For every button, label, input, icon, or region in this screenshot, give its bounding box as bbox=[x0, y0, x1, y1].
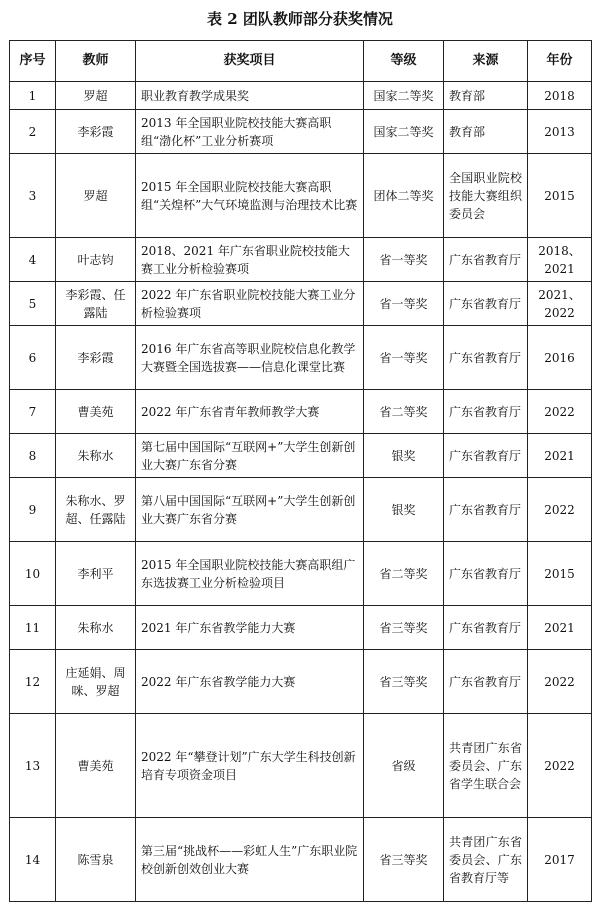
header-year: 年份 bbox=[528, 41, 592, 82]
cell-year: 2021 bbox=[528, 606, 592, 650]
table-row bbox=[10, 110, 592, 154]
cell-year: 2021 bbox=[528, 434, 592, 478]
cell-teacher: 李彩霞、任露陆 bbox=[56, 282, 136, 326]
cell-year: 2016 bbox=[528, 326, 592, 390]
header-project: 获奖项目 bbox=[136, 41, 364, 82]
cell-no: 14 bbox=[10, 818, 56, 902]
table-row bbox=[10, 82, 592, 110]
cell-teacher: 朱称水、罗超、任露陆 bbox=[56, 478, 136, 542]
cell-source: 共青团广东省委员会、广东省学生联合会 bbox=[444, 714, 528, 818]
cell-year: 2022 bbox=[528, 650, 592, 714]
cell-grade: 省三等奖 bbox=[364, 606, 444, 650]
cell-project: 第八届中国国际“互联网+”大学生创新创业大赛广东省分赛 bbox=[136, 478, 364, 542]
table-row bbox=[10, 390, 592, 434]
cell-project: 2015 年全国职业院校技能大赛高职组广东选拔赛工业分析检验项目 bbox=[136, 542, 364, 606]
cell-no: 12 bbox=[10, 650, 56, 714]
cell-project: 2022 年广东省职业院校技能大赛工业分析检验赛项 bbox=[136, 282, 364, 326]
cell-grade: 国家二等奖 bbox=[364, 82, 444, 110]
table-row bbox=[10, 650, 592, 714]
cell-teacher: 曹美苑 bbox=[56, 390, 136, 434]
cell-no: 13 bbox=[10, 714, 56, 818]
cell-project: 2013 年全国职业院校技能大赛高职组“渤化杯”工业分析赛项 bbox=[136, 110, 364, 154]
cell-source: 广东省教育厅 bbox=[444, 650, 528, 714]
cell-source: 广东省教育厅 bbox=[444, 434, 528, 478]
table-row bbox=[10, 818, 592, 902]
cell-no: 5 bbox=[10, 282, 56, 326]
cell-project: 职业教育教学成果奖 bbox=[136, 82, 364, 110]
cell-year: 2022 bbox=[528, 390, 592, 434]
cell-teacher: 朱称水 bbox=[56, 606, 136, 650]
cell-source: 广东省教育厅 bbox=[444, 478, 528, 542]
header-grade: 等级 bbox=[364, 41, 444, 82]
cell-no: 1 bbox=[10, 82, 56, 110]
cell-source: 广东省教育厅 bbox=[444, 282, 528, 326]
cell-year: 2017 bbox=[528, 818, 592, 902]
cell-no: 4 bbox=[10, 238, 56, 282]
cell-no: 3 bbox=[10, 154, 56, 238]
cell-project: 2022 年“攀登计划”广东大学生科技创新培育专项资金项目 bbox=[136, 714, 364, 818]
table-row bbox=[10, 434, 592, 478]
cell-source: 广东省教育厅 bbox=[444, 390, 528, 434]
cell-teacher: 叶志钧 bbox=[56, 238, 136, 282]
cell-no: 2 bbox=[10, 110, 56, 154]
cell-project: 2022 年广东省青年教师教学大赛 bbox=[136, 390, 364, 434]
cell-teacher: 朱称水 bbox=[56, 434, 136, 478]
cell-no: 9 bbox=[10, 478, 56, 542]
header-row bbox=[10, 41, 592, 82]
header-teacher: 教师 bbox=[56, 41, 136, 82]
cell-teacher: 罗超 bbox=[56, 154, 136, 238]
table-row bbox=[10, 714, 592, 818]
cell-year: 2022 bbox=[528, 714, 592, 818]
cell-no: 7 bbox=[10, 390, 56, 434]
cell-grade: 省级 bbox=[364, 714, 444, 818]
table-caption: 表 2 团队教师部分获奖情况 bbox=[207, 10, 393, 28]
cell-source: 全国职业院校技能大赛组织委员会 bbox=[444, 154, 528, 238]
table-row bbox=[10, 282, 592, 326]
cell-teacher: 陈雪泉 bbox=[56, 818, 136, 902]
cell-year: 2018、2021 bbox=[528, 238, 592, 282]
cell-year: 2015 bbox=[528, 154, 592, 238]
cell-grade: 国家二等奖 bbox=[364, 110, 444, 154]
cell-year: 2022 bbox=[528, 478, 592, 542]
cell-source: 教育部 bbox=[444, 110, 528, 154]
cell-project: 第三届“挑战杯——彩虹人生”广东职业院校创新创效创业大赛 bbox=[136, 818, 364, 902]
cell-no: 10 bbox=[10, 542, 56, 606]
cell-project: 2018、2021 年广东省职业院校技能大赛工业分析检验赛项 bbox=[136, 238, 364, 282]
cell-teacher: 李利平 bbox=[56, 542, 136, 606]
cell-teacher: 李彩霞 bbox=[56, 110, 136, 154]
cell-project: 2022 年广东省教学能力大赛 bbox=[136, 650, 364, 714]
cell-grade: 银奖 bbox=[364, 434, 444, 478]
table-row bbox=[10, 154, 592, 238]
cell-teacher: 罗超 bbox=[56, 82, 136, 110]
cell-year: 2015 bbox=[528, 542, 592, 606]
header-source: 来源 bbox=[444, 41, 528, 82]
cell-grade: 省一等奖 bbox=[364, 282, 444, 326]
table-row bbox=[10, 478, 592, 542]
cell-grade: 省二等奖 bbox=[364, 390, 444, 434]
table-row bbox=[10, 542, 592, 606]
table-row bbox=[10, 606, 592, 650]
header-no: 序号 bbox=[10, 41, 56, 82]
cell-source: 教育部 bbox=[444, 82, 528, 110]
cell-project: 2021 年广东省教学能力大赛 bbox=[136, 606, 364, 650]
cell-source: 广东省教育厅 bbox=[444, 542, 528, 606]
cell-grade: 省三等奖 bbox=[364, 818, 444, 902]
cell-project: 2015 年全国职业院校技能大赛高职组“关煌杯”大气环境监测与治理技术比赛 bbox=[136, 154, 364, 238]
cell-source: 广东省教育厅 bbox=[444, 326, 528, 390]
cell-project: 第七届中国国际“互联网+”大学生创新创业大赛广东省分赛 bbox=[136, 434, 364, 478]
cell-grade: 省三等奖 bbox=[364, 650, 444, 714]
cell-source: 广东省教育厅 bbox=[444, 238, 528, 282]
table-row bbox=[10, 238, 592, 282]
cell-grade: 团体二等奖 bbox=[364, 154, 444, 238]
cell-source: 共青团广东省委员会、广东省教育厅等 bbox=[444, 818, 528, 902]
cell-year: 2013 bbox=[528, 110, 592, 154]
cell-year: 2021、2022 bbox=[528, 282, 592, 326]
table-row bbox=[10, 326, 592, 390]
cell-no: 6 bbox=[10, 326, 56, 390]
cell-no: 11 bbox=[10, 606, 56, 650]
awards-table bbox=[9, 40, 592, 902]
cell-grade: 银奖 bbox=[364, 478, 444, 542]
cell-grade: 省一等奖 bbox=[364, 238, 444, 282]
cell-no: 8 bbox=[10, 434, 56, 478]
cell-teacher: 李彩霞 bbox=[56, 326, 136, 390]
cell-teacher: 曹美苑 bbox=[56, 714, 136, 818]
cell-teacher: 庄延娟、周咪、罗超 bbox=[56, 650, 136, 714]
cell-source: 广东省教育厅 bbox=[444, 606, 528, 650]
cell-grade: 省一等奖 bbox=[364, 326, 444, 390]
cell-project: 2016 年广东省高等职业院校信息化教学大赛暨全国选拔赛——信息化课堂比赛 bbox=[136, 326, 364, 390]
cell-grade: 省二等奖 bbox=[364, 542, 444, 606]
cell-year: 2018 bbox=[528, 82, 592, 110]
